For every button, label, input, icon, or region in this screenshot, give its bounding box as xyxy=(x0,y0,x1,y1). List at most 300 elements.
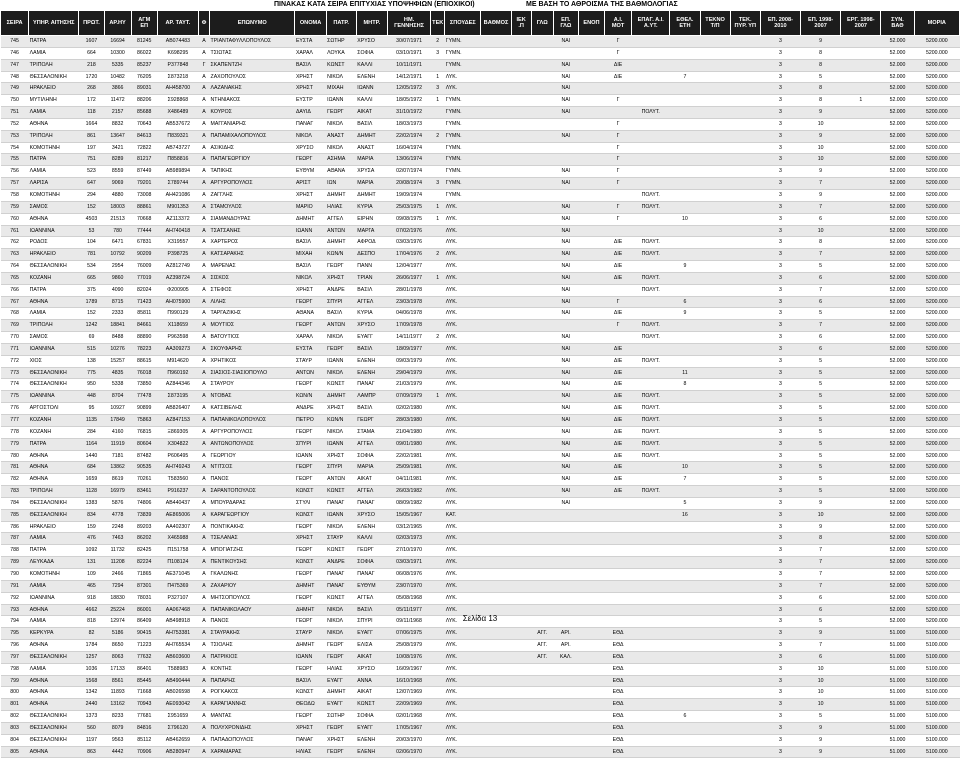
table-cell: ΝΑΙ xyxy=(553,83,578,95)
column-header: ΜΗΤΡ. xyxy=(356,11,387,36)
table-cell xyxy=(578,675,604,687)
table-cell: ΘΕΣΣΑΛΟΝΙΚΗ xyxy=(29,261,79,273)
table-cell: 804 xyxy=(1,734,29,746)
table-cell: 18841 xyxy=(104,320,131,332)
table-cell: ΑΣΗΜΑ xyxy=(326,154,356,166)
table-cell: 863 xyxy=(79,746,104,758)
table-cell xyxy=(632,379,670,391)
table-cell: 52.000 xyxy=(881,426,914,438)
table-cell: Α xyxy=(198,308,209,320)
table-cell: 51.000 xyxy=(881,722,914,734)
table-cell xyxy=(730,166,760,178)
table-cell: ΑΓΓΕΛ xyxy=(326,213,356,225)
table-cell: ΝΑΙ xyxy=(553,462,578,474)
table-cell xyxy=(632,557,670,569)
table-cell: ΛΥΚ. xyxy=(445,343,481,355)
table-row xyxy=(1,166,960,178)
table-cell: ΘΕΣΣΑΛΟΝΙΚΗ xyxy=(29,651,79,663)
table-cell: 4880 xyxy=(104,189,131,201)
table-cell xyxy=(700,320,730,332)
table-cell xyxy=(553,142,578,154)
table-cell: ΓΥΜΝ. xyxy=(445,178,481,190)
column-header: ΣΥΝ. ΒΑΘ xyxy=(881,11,914,36)
table-cell xyxy=(700,403,730,415)
table-cell: 90415 xyxy=(131,628,157,640)
table-cell: Α xyxy=(198,628,209,640)
table-cell: 5 xyxy=(801,261,841,273)
table-cell xyxy=(700,391,730,403)
table-cell: ΙΩΑΝΝ xyxy=(295,225,326,237)
table-cell: 3 xyxy=(760,367,800,379)
table-cell: 16 xyxy=(670,509,700,521)
table-cell xyxy=(531,320,553,332)
table-cell: 8704 xyxy=(104,391,131,403)
table-cell: 81245 xyxy=(131,36,157,48)
table-cell: 3 xyxy=(760,178,800,190)
table-cell xyxy=(700,640,730,652)
table-cell xyxy=(531,261,553,273)
table-cell: 5200.000 xyxy=(914,130,959,142)
table-cell: ΑΓΓΕΛ xyxy=(356,296,387,308)
table-cell: 5200.000 xyxy=(914,178,959,190)
table-cell: 95 xyxy=(79,403,104,415)
table-cell xyxy=(481,154,511,166)
table-cell: 10/11/1971 xyxy=(387,59,430,71)
table-cell: 6 xyxy=(801,213,841,225)
table-cell: ΑΝΑΣΤ xyxy=(326,130,356,142)
table-cell: 88890 xyxy=(131,332,157,344)
table-cell xyxy=(841,107,881,119)
table-cell: 13862 xyxy=(104,462,131,474)
table-cell: Α xyxy=(198,521,209,533)
table-cell: ΣΑΜΟΣ xyxy=(29,201,79,213)
table-cell: ΧΡΗΣΤ xyxy=(326,272,356,284)
table-cell: ΕΘΔ xyxy=(605,651,632,663)
table-cell xyxy=(578,332,604,344)
table-cell: ΠΟΛΥΤ. xyxy=(632,426,670,438)
table-cell: ΕΥΑΓΓ xyxy=(326,699,356,711)
table-cell xyxy=(700,189,730,201)
table-cell: ΘΕΣΣΑΛΟΝΙΚΗ xyxy=(29,497,79,509)
table-cell: ΛΕΥΚΑΔΑ xyxy=(29,557,79,569)
table-cell: 04/11/1981 xyxy=(387,474,430,486)
table-cell: 85445 xyxy=(131,675,157,687)
table-cell: 2 xyxy=(431,130,445,142)
table-cell xyxy=(632,142,670,154)
table-cell: 6 xyxy=(801,332,841,344)
table-cell: ΖΑΧΑΡΙΟΥ xyxy=(210,580,295,592)
table-cell: ΡΟΓΚΑΚΟΣ xyxy=(210,687,295,699)
table-cell: 09/01/1980 xyxy=(387,438,430,450)
table-cell: ΘΕΣΣΑΛΟΝΙΚΗ xyxy=(29,734,79,746)
table-cell: Α xyxy=(198,320,209,332)
table-cell: 52.000 xyxy=(881,47,914,59)
table-cell: 18/09/1977 xyxy=(387,343,430,355)
table-cell: 805 xyxy=(1,746,29,758)
table-cell: 5200.000 xyxy=(914,71,959,83)
table-cell xyxy=(700,651,730,663)
table-cell: ΔΗΜΗΤ xyxy=(356,189,387,201)
table-cell xyxy=(730,367,760,379)
table-cell: ΚΩΝΣΤ xyxy=(295,687,326,699)
column-header: ΕΠΩΝΥΜΟ xyxy=(210,11,295,36)
table-cell: ΧΡΗΣΤ xyxy=(295,284,326,296)
table-cell: 3 xyxy=(760,107,800,119)
table-cell: ΠΑΠΑΝΙΚΟΛΑΟΥ xyxy=(210,604,295,616)
table-cell: Γ xyxy=(605,118,632,130)
table-cell: 783 xyxy=(1,486,29,498)
table-cell: 8650 xyxy=(104,640,131,652)
table-cell: 8 xyxy=(801,95,841,107)
table-cell xyxy=(700,367,730,379)
table-cell xyxy=(700,509,730,521)
table-cell: 785 xyxy=(1,509,29,521)
table-cell: ΝΑΙ xyxy=(553,178,578,190)
table-cell: 794 xyxy=(1,616,29,628)
table-cell xyxy=(531,36,553,48)
table-cell: 28/03/1980 xyxy=(387,415,430,427)
table-cell: ΑΒ826407 xyxy=(157,403,198,415)
table-cell xyxy=(531,367,553,379)
table-cell: 53 xyxy=(79,225,104,237)
table-cell: ΘΕΣΣΑΛΟΝΙΚΗ xyxy=(29,367,79,379)
table-cell: 03/03/1971 xyxy=(387,557,430,569)
table-cell: 6 xyxy=(801,343,841,355)
table-cell: 7 xyxy=(801,320,841,332)
table-cell xyxy=(431,521,445,533)
table-cell: 775 xyxy=(1,391,29,403)
table-cell: ΠΟΛΥΤ. xyxy=(632,320,670,332)
table-cell: 85112 xyxy=(131,734,157,746)
table-cell xyxy=(578,225,604,237)
table-cell xyxy=(632,509,670,521)
table-cell: 3 xyxy=(760,663,800,675)
table-cell: 1440 xyxy=(79,450,104,462)
table-row xyxy=(1,474,960,486)
table-cell xyxy=(730,533,760,545)
table-cell: ΑΑ309273 xyxy=(157,343,198,355)
table-cell xyxy=(841,711,881,723)
table-cell: 5200.000 xyxy=(914,213,959,225)
table-cell xyxy=(531,379,553,391)
table-cell xyxy=(605,545,632,557)
table-cell xyxy=(670,699,700,711)
table-cell xyxy=(730,189,760,201)
table-cell: ΠΑΝΑΓ xyxy=(295,734,326,746)
table-cell xyxy=(605,557,632,569)
table-cell: ΧΡΗΣΤ xyxy=(326,403,356,415)
table-cell xyxy=(481,521,511,533)
table-cell: ΑΘΗΝΑ xyxy=(29,474,79,486)
table-cell xyxy=(531,178,553,190)
table-cell: 6 xyxy=(801,272,841,284)
table-cell: Α xyxy=(198,746,209,758)
table-cell: Α xyxy=(198,687,209,699)
table-cell xyxy=(605,284,632,296)
table-cell: ΔΙΕ xyxy=(605,343,632,355)
table-cell: 798 xyxy=(1,663,29,675)
table-cell xyxy=(670,154,700,166)
table-cell xyxy=(511,592,531,604)
table-cell: ΚΑΛΛΙ xyxy=(356,59,387,71)
table-cell: Ρ377848 xyxy=(157,59,198,71)
table-cell: ΗΛΙΑΣ xyxy=(326,201,356,213)
table-cell xyxy=(531,438,553,450)
table-cell xyxy=(431,426,445,438)
table-cell: ΓΕΩΡΓ xyxy=(295,568,326,580)
table-cell xyxy=(481,391,511,403)
table-cell xyxy=(841,142,881,154)
table-cell xyxy=(531,142,553,154)
table-cell: ΒΑΤΟΥΤΙΟΣ xyxy=(210,332,295,344)
table-cell: ΝΑΙ xyxy=(553,332,578,344)
table-cell xyxy=(700,83,730,95)
table-cell: 294 xyxy=(79,189,104,201)
table-cell: 5 xyxy=(801,426,841,438)
table-cell: ΝΑΙ xyxy=(553,130,578,142)
table-cell: 792 xyxy=(1,592,29,604)
table-row xyxy=(1,415,960,427)
table-cell: 11208 xyxy=(104,557,131,569)
table-cell: 20/08/1974 xyxy=(387,178,430,190)
table-cell: 3 xyxy=(760,166,800,178)
table-cell: ΑΓΓ. xyxy=(531,651,553,663)
table-cell: 5200.000 xyxy=(914,367,959,379)
table-cell: 81217 xyxy=(131,154,157,166)
table-cell: 86401 xyxy=(131,663,157,675)
table-row xyxy=(1,403,960,415)
table-cell: ΣΤΑΜΟΥΛΟΣ xyxy=(210,201,295,213)
table-cell: Α xyxy=(198,640,209,652)
table-cell: ΑΗ749243 xyxy=(157,462,198,474)
table-cell: Π858816 xyxy=(157,154,198,166)
table-cell: 02/06/1970 xyxy=(387,746,430,758)
table-cell: 9563 xyxy=(104,734,131,746)
table-cell xyxy=(511,320,531,332)
table-cell: ΚΩΝ/Ν xyxy=(326,249,356,261)
table-cell: ΚΑΤΣΙΒΕΛΗΣ xyxy=(210,403,295,415)
table-cell: 5 xyxy=(801,355,841,367)
table-cell: ΑΘΗΝΑ xyxy=(29,640,79,652)
table-row xyxy=(1,663,960,675)
table-cell: ΓΕΩΡΓ xyxy=(295,545,326,557)
table-cell xyxy=(481,545,511,557)
table-cell: Γ xyxy=(605,166,632,178)
table-cell: 7 xyxy=(801,178,841,190)
table-cell xyxy=(578,59,604,71)
table-cell: ΘΕΟΔΩ xyxy=(295,699,326,711)
table-cell xyxy=(632,687,670,699)
table-cell: ΙΩΑΝΝΙΝΑ xyxy=(29,592,79,604)
table-cell: Γ xyxy=(605,178,632,190)
table-cell: 776 xyxy=(1,403,29,415)
table-cell: ΠΑΤΡΑ xyxy=(29,154,79,166)
table-cell: Α xyxy=(198,237,209,249)
table-cell xyxy=(578,462,604,474)
table-cell: ΑΡΓΥΡΟΠΟΥΛΟΣ xyxy=(210,426,295,438)
table-cell xyxy=(531,71,553,83)
table-cell: 684 xyxy=(79,462,104,474)
table-cell: 77632 xyxy=(131,651,157,663)
table-cell: 647 xyxy=(79,178,104,190)
table-cell: 88861 xyxy=(131,201,157,213)
table-cell: 5200.000 xyxy=(914,107,959,119)
table-row xyxy=(1,722,960,734)
table-cell: 52.000 xyxy=(881,604,914,616)
table-cell: Τ583560 xyxy=(157,474,198,486)
table-cell: ΧΡΗΣΤ xyxy=(295,722,326,734)
table-cell: 780 xyxy=(1,450,29,462)
table-cell: ΧΡΥΣΟ xyxy=(356,663,387,675)
table-cell: ΜΑΡΙΟ xyxy=(295,201,326,213)
table-row xyxy=(1,509,960,521)
table-cell: ΚΑΛΛΙ xyxy=(356,95,387,107)
table-cell: ΚΩΝΣΤ xyxy=(356,699,387,711)
table-cell xyxy=(730,118,760,130)
table-cell xyxy=(481,438,511,450)
table-cell: ΝΑΙ xyxy=(553,249,578,261)
column-header: ΕΠ. ΓΛΩ xyxy=(553,11,578,36)
table-cell xyxy=(431,261,445,273)
table-cell: ΛΑΜΙΑ xyxy=(29,47,79,59)
table-cell xyxy=(511,237,531,249)
table-cell xyxy=(578,95,604,107)
table-cell: 18/03/1973 xyxy=(387,118,430,130)
table-cell: ΛΥΚ. xyxy=(445,367,481,379)
table-cell: ΤΡΙΑΝΤΑΦΥΛΛΟΠΟΥΛΟΣ xyxy=(210,36,295,48)
table-cell: 16/09/1967 xyxy=(387,663,430,675)
table-cell xyxy=(670,355,700,367)
table-cell: 76815 xyxy=(131,426,157,438)
table-cell xyxy=(700,355,730,367)
table-cell: 5200.000 xyxy=(914,332,959,344)
table-cell: 3 xyxy=(760,201,800,213)
table-cell xyxy=(553,699,578,711)
table-cell: 9069 xyxy=(104,178,131,190)
table-cell: ΔΗΜΗΤ xyxy=(326,687,356,699)
table-cell: ΚΩΝΣΤ xyxy=(326,592,356,604)
table-cell: ΚΩΝΣΤ xyxy=(326,486,356,498)
table-cell: 5 xyxy=(801,616,841,628)
table-cell: 3 xyxy=(760,59,800,71)
table-cell xyxy=(578,367,604,379)
table-cell: Π151758 xyxy=(157,545,198,557)
table-cell: 17133 xyxy=(104,663,131,675)
table-cell xyxy=(578,509,604,521)
table-cell xyxy=(481,272,511,284)
table-cell: 9 xyxy=(670,308,700,320)
table-cell: ΒΑΣΙΛ xyxy=(356,604,387,616)
table-cell: ΧΑΡΑΛ xyxy=(295,332,326,344)
table-cell: ΛΥΚ. xyxy=(445,391,481,403)
table-cell: 02/01/1968 xyxy=(387,711,430,723)
table-cell: 51.000 xyxy=(881,651,914,663)
table-cell: ΔΙΕ xyxy=(605,426,632,438)
table-cell: 09/08/1975 xyxy=(387,213,430,225)
table-cell: ΘΕΣΣΑΛΟΝΙΚΗ xyxy=(29,711,79,723)
table-cell xyxy=(511,580,531,592)
table-cell: 11893 xyxy=(104,687,131,699)
table-cell: ΔΗΜΗΤ xyxy=(326,237,356,249)
table-cell xyxy=(511,628,531,640)
table-cell: 03/10/1971 xyxy=(387,47,430,59)
table-cell: ΓΥΜΝ. xyxy=(445,47,481,59)
table-cell: 3 xyxy=(760,130,800,142)
table-cell xyxy=(431,343,445,355)
table-cell xyxy=(431,379,445,391)
table-cell: 3 xyxy=(431,47,445,59)
table-cell: 11 xyxy=(670,367,700,379)
table-cell: 751 xyxy=(1,107,29,119)
table-cell: 9 xyxy=(801,734,841,746)
table-cell: 9860 xyxy=(104,272,131,284)
table-cell: ΑΒ498918 xyxy=(157,616,198,628)
table-cell xyxy=(531,568,553,580)
table-cell xyxy=(578,130,604,142)
table-cell: Α xyxy=(198,557,209,569)
table-cell xyxy=(730,628,760,640)
table-cell xyxy=(670,557,700,569)
table-cell: ΣΙΑΜΑΝΔΟΥΡΑΣ xyxy=(210,213,295,225)
table-cell: 3 xyxy=(760,628,800,640)
table-cell: Α xyxy=(198,675,209,687)
table-cell xyxy=(531,746,553,758)
table-cell: 9 xyxy=(801,497,841,509)
table-cell: 6 xyxy=(801,651,841,663)
table-cell xyxy=(553,722,578,734)
table-cell: ΛΥΚ. xyxy=(445,225,481,237)
table-cell xyxy=(481,261,511,273)
table-cell: 5 xyxy=(801,474,841,486)
table-cell: ΠΑΝΑΓ xyxy=(356,568,387,580)
table-cell: 52.000 xyxy=(881,355,914,367)
column-header: ΤΕΚ xyxy=(431,11,445,36)
table-cell: 52.000 xyxy=(881,154,914,166)
table-cell: ΑΖ844346 xyxy=(157,379,198,391)
table-row xyxy=(1,225,960,237)
table-cell: ΓΕΩΡΓ xyxy=(326,746,356,758)
table-cell: Α xyxy=(198,379,209,391)
column-header: ΓΛΩ xyxy=(531,11,553,36)
table-cell: 16694 xyxy=(104,36,131,48)
table-cell xyxy=(431,533,445,545)
table-cell xyxy=(531,426,553,438)
table-row xyxy=(1,36,960,48)
table-cell xyxy=(578,237,604,249)
table-cell: Σ873195 xyxy=(157,391,198,403)
table-cell: 6 xyxy=(801,604,841,616)
table-cell: ΝΑΙ xyxy=(553,201,578,213)
table-cell xyxy=(481,59,511,71)
table-cell xyxy=(511,272,531,284)
table-cell: 1 xyxy=(431,391,445,403)
table-cell xyxy=(730,249,760,261)
table-cell: 764 xyxy=(1,261,29,273)
table-cell: 3 xyxy=(760,343,800,355)
table-cell: ΛΥΚ. xyxy=(445,663,481,675)
table-cell: ΔΗΜΗΤ xyxy=(295,604,326,616)
table-cell: ΧΡΗΣΤ xyxy=(326,450,356,462)
table-cell xyxy=(511,118,531,130)
table-cell xyxy=(578,36,604,48)
table-cell: ΣΟΦΙΑ xyxy=(356,557,387,569)
table-cell: ΡΟΔΟΣ xyxy=(29,237,79,249)
table-cell xyxy=(431,189,445,201)
table-cell: Ρ963598 xyxy=(157,332,198,344)
table-cell: Α xyxy=(198,284,209,296)
table-cell: ΑΡΙ. xyxy=(553,628,578,640)
table-cell: ΔΙΕ xyxy=(605,403,632,415)
